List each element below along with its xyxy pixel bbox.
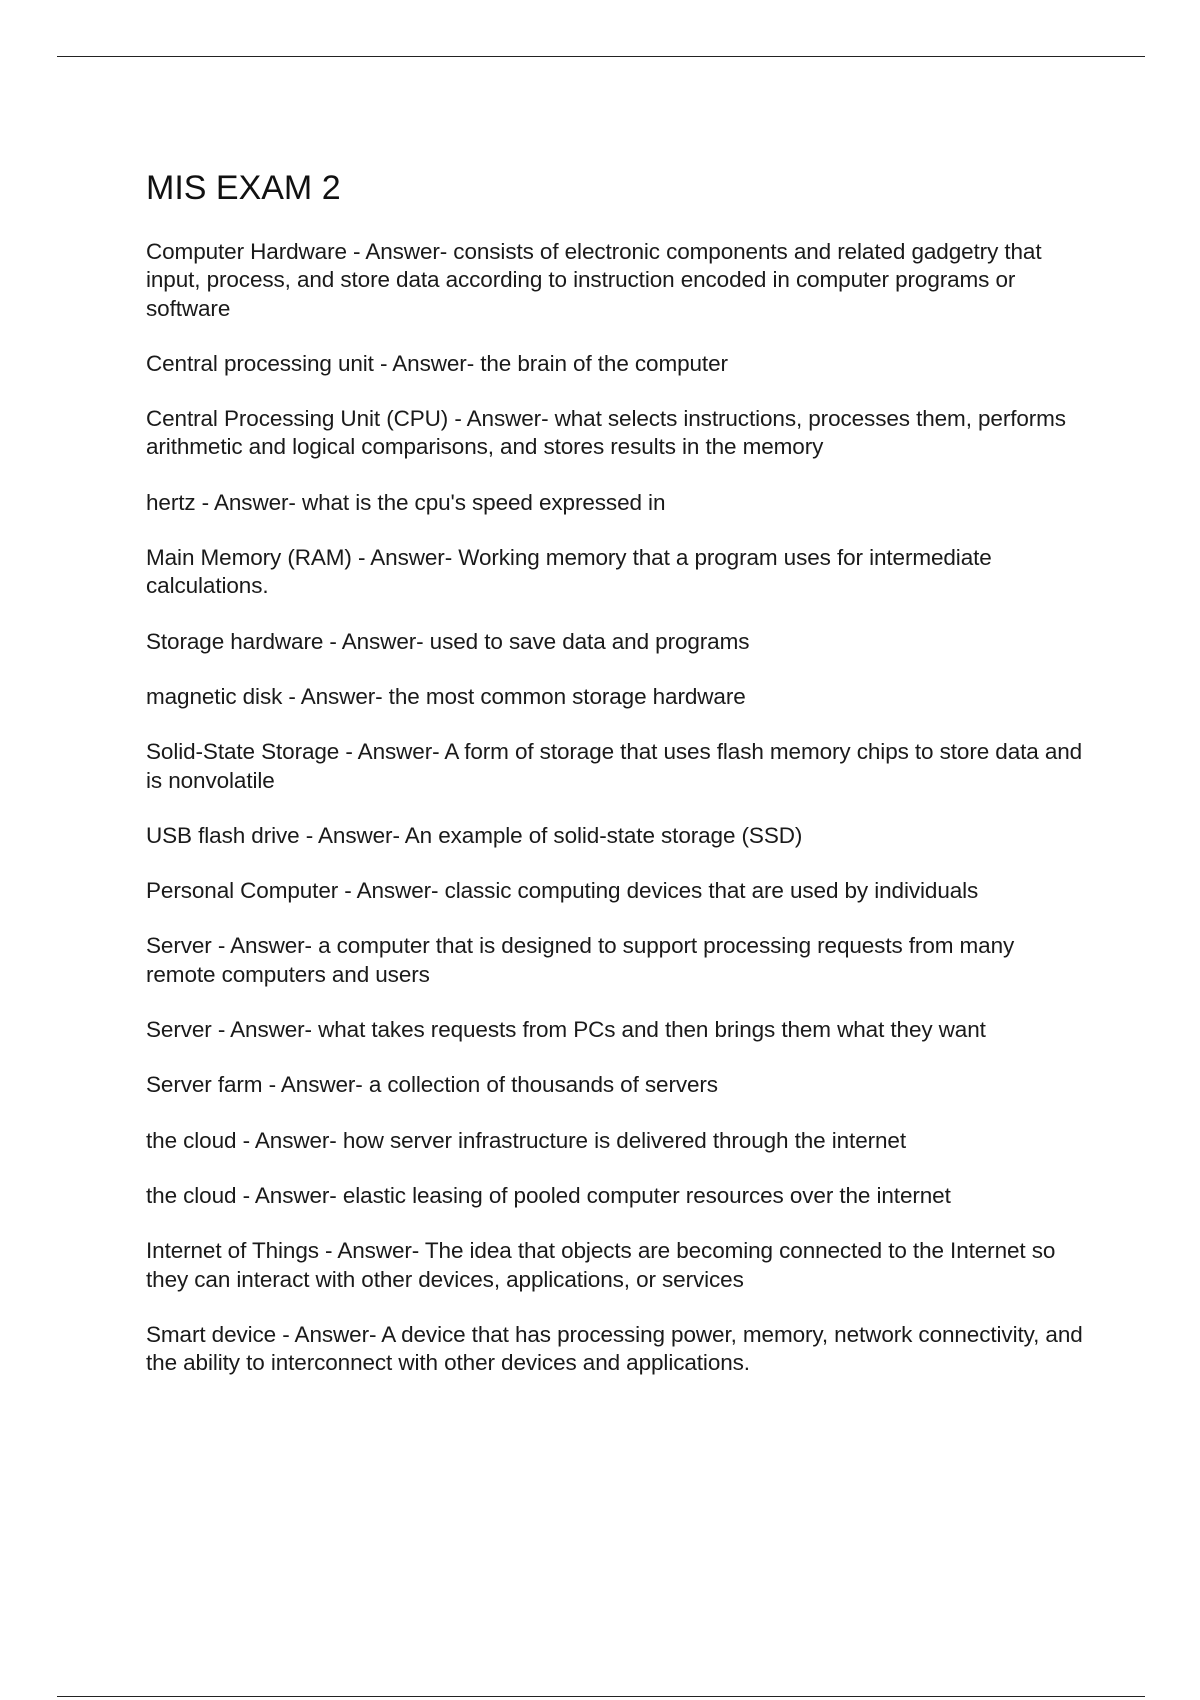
list-item: Internet of Things - Answer- The idea that objects are becoming connected to the Internet so they can interact with other devices, applications, or services xyxy=(146,1238,1056,1292)
list-item: Central Processing Unit (CPU) - Answer- what selects instructions, processes them, performs arithmetic and logical comparisons, and stores results in the memory xyxy=(146,406,1066,460)
list-item: Computer Hardware - Answer- consists of electronic components and related gadgetry that input, process, and store data according to instruction encoded in computer programs or software xyxy=(146,239,1042,321)
list-item: the cloud - Answer- elastic leasing of pooled computer resources over the internet xyxy=(146,1182,951,1208)
list-item: the cloud - Answer- how server infrastructure is delivered through the internet xyxy=(146,1127,906,1153)
document-body xyxy=(146,168,1086,1404)
list-item: Solid-State Storage - Answer- A form of storage that uses flash memory chips to store data and is nonvolatile xyxy=(146,739,1083,793)
page-title: MIS EXAM 2 xyxy=(146,169,341,207)
list-item: Server - Answer- a computer that is designed to support processing requests from many remote computers and users xyxy=(146,933,1015,987)
list-item: hertz - Answer- what is the cpu's speed expressed in xyxy=(146,489,666,515)
list-item: magnetic disk - Answer- the most common storage hardware xyxy=(146,683,746,709)
list-item: Smart device - Answer- A device that has processing power, memory, network connectivity, and the ability to interconnect with other devices and applications. xyxy=(146,1321,1083,1376)
list-item: Storage hardware - Answer- used to save data and programs xyxy=(146,628,750,654)
entry-list xyxy=(146,238,1086,1377)
list-item: Central processing unit - Answer- the brain of the computer xyxy=(146,350,728,376)
list-item: Server farm - Answer- a collection of thousands of servers xyxy=(146,1072,718,1098)
list-item: Main Memory (RAM) - Answer- Working memory that a program uses for intermediate calculations. xyxy=(146,545,992,599)
list-item: USB flash drive - Answer- An example of solid-state storage (SSD) xyxy=(146,822,803,848)
list-item: Personal Computer - Answer- classic computing devices that are used by individuals xyxy=(146,878,979,904)
list-item: Server - Answer- what takes requests from PCs and then brings them what they want xyxy=(146,1017,986,1043)
bottom-divider xyxy=(57,1696,1145,1697)
top-divider xyxy=(57,56,1145,57)
